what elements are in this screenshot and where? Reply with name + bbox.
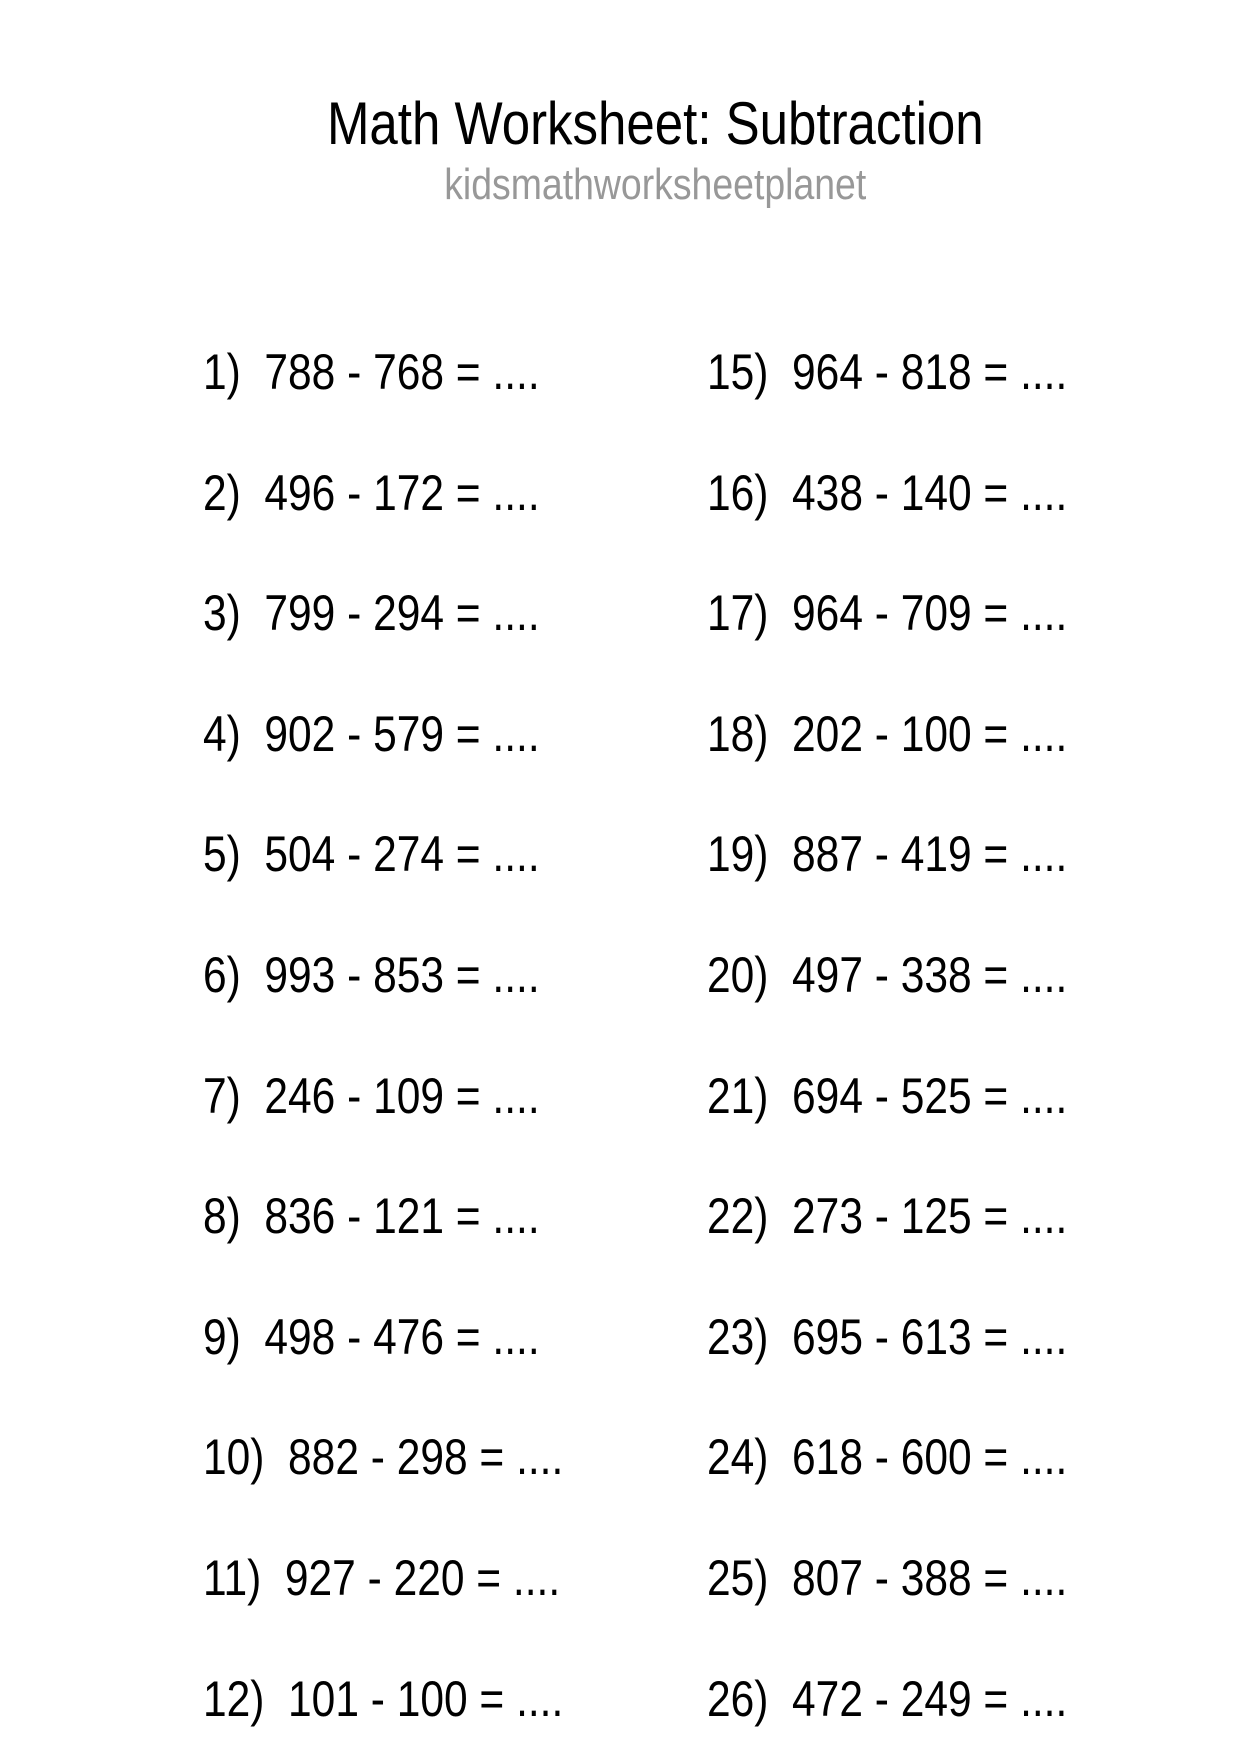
problem-row: 1) 788 - 768 = .... [203,344,540,400]
problem-row: 24) 618 - 600 = .... [707,1429,1068,1485]
problem-row: 10) 882 - 298 = .... [203,1429,564,1485]
problem-row: 22) 273 - 125 = .... [707,1188,1068,1244]
problem-row: 7) 246 - 109 = .... [203,1068,540,1124]
page-subtitle [70,160,1240,209]
problem-row: 12) 101 - 100 = .... [203,1671,564,1727]
problem-row: 23) 695 - 613 = .... [707,1309,1068,1365]
problem-row: 21) 694 - 525 = .... [707,1068,1068,1124]
problem-row: 16) 438 - 140 = .... [707,465,1068,521]
problem-row: 9) 498 - 476 = .... [203,1309,540,1365]
problem-row: 19) 887 - 419 = .... [707,826,1068,882]
problem-row: 8) 836 - 121 = .... [203,1188,540,1244]
problem-row: 4) 902 - 579 = .... [203,706,540,762]
problem-row: 20) 497 - 338 = .... [707,947,1068,1003]
problem-row: 25) 807 - 388 = .... [707,1550,1068,1606]
problem-row: 17) 964 - 709 = .... [707,585,1068,641]
problem-row: 15) 964 - 818 = .... [707,344,1068,400]
problem-row: 6) 993 - 853 = .... [203,947,540,1003]
page-title [70,90,1240,157]
problem-row: 2) 496 - 172 = .... [203,465,540,521]
problem-row: 3) 799 - 294 = .... [203,585,540,641]
problem-row: 11) 927 - 220 = .... [203,1550,561,1606]
problem-row: 5) 504 - 274 = .... [203,826,540,882]
page-title-text: Math Worksheet: Subtraction [326,90,984,157]
problem-row: 18) 202 - 100 = .... [707,706,1068,762]
problem-row: 26) 472 - 249 = .... [707,1671,1068,1727]
page-subtitle-text: kidsmathworksheetplanet [443,160,866,209]
